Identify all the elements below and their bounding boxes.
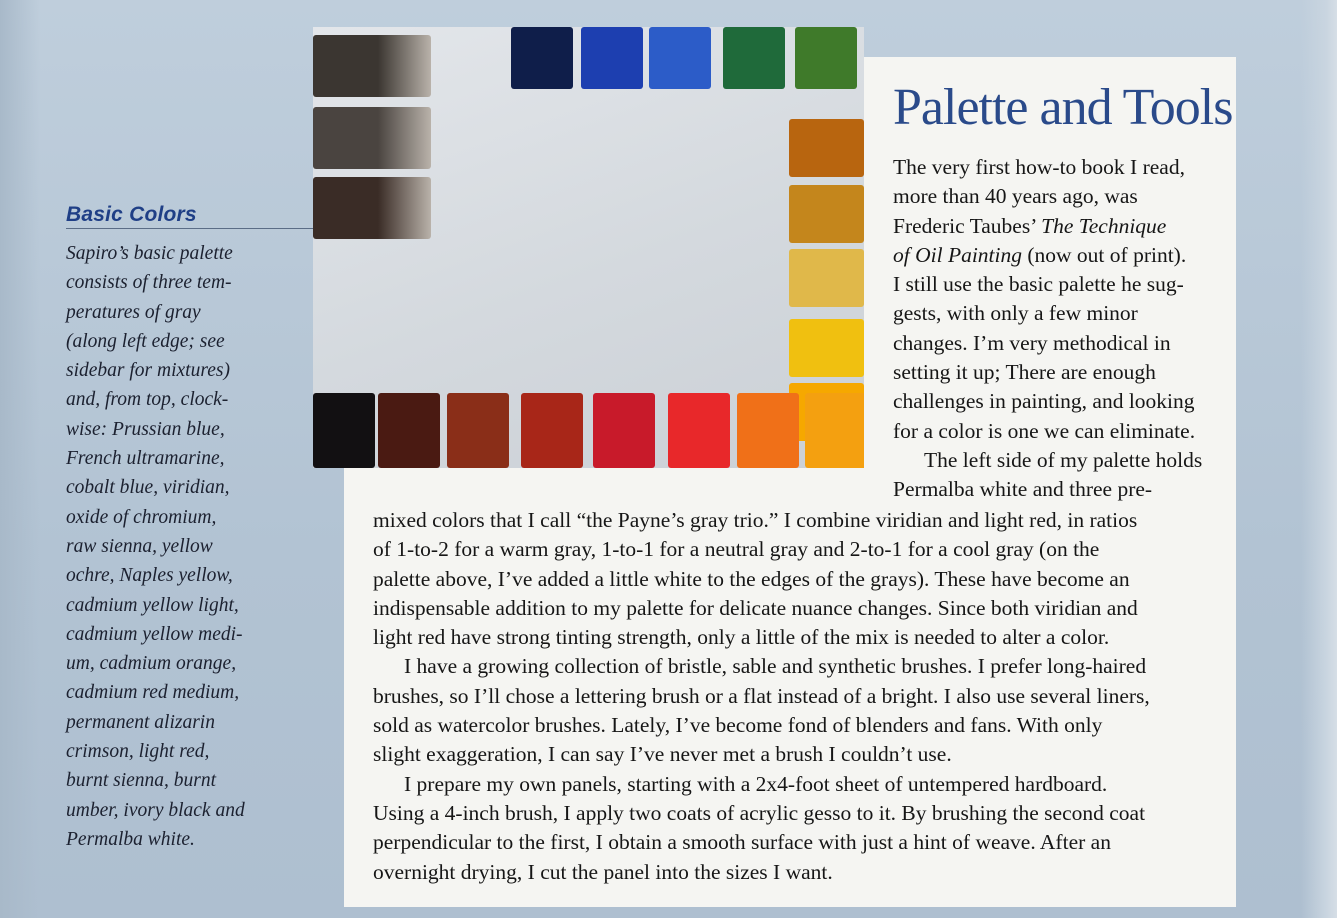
sidebar-line: um, cadmium orange,	[66, 653, 237, 675]
paint-swatch-bottom	[737, 393, 799, 468]
paint-swatch-top	[581, 27, 643, 89]
paint-swatch-top	[723, 27, 785, 89]
article-line: Permalba white and three pre-	[893, 477, 1153, 502]
paint-swatch-top	[795, 27, 857, 89]
article-line: gests, with only a few minor	[893, 301, 1138, 326]
article-line: brushes, so I’ll chose a lettering brush or a flat instead of a bright. I also use several liners,	[373, 683, 1150, 708]
article-line: setting it up; There are enough	[893, 360, 1156, 385]
sidebar-line: cobalt blue, viridian,	[66, 477, 230, 499]
paint-swatch-right	[789, 319, 864, 377]
sidebar-line: permanent alizarin	[66, 711, 215, 733]
page-right-edge	[1301, 0, 1337, 918]
article-line	[893, 241, 1238, 270]
article-line: perpendicular to the first, I obtain a smooth surface with just a hint of weave. After an	[373, 830, 1111, 855]
article-line-text: (now out of print).	[1022, 242, 1187, 267]
article-line: I prepare my own panels, starting with a 2x4-foot sheet of untempered hardboard.	[404, 771, 1108, 796]
sidebar-line: cadmium yellow medi-	[66, 623, 243, 645]
sidebar-line: peratures of gray	[66, 301, 201, 323]
article-line	[893, 212, 1238, 241]
article-line: slight exaggeration, I can say I’ve never met a brush I couldn’t use.	[373, 742, 952, 767]
article-line: The very first how-to book I read,	[893, 155, 1185, 179]
article-title: Palette and Tools	[893, 79, 1233, 136]
article-line: Using a 4-inch brush, I apply two coats of acrylic gesso to it. By brushing the second coat	[373, 800, 1146, 825]
paint-swatch-top	[511, 27, 573, 89]
gray-swatch	[313, 107, 431, 169]
article-line: mixed colors that I call “the Payne’s gray trio.” I combine viridian and light red, in ratios	[373, 508, 1138, 532]
sidebar-line: wise: Prussian blue,	[66, 418, 225, 440]
sidebar-line: French ultramarine,	[66, 448, 225, 470]
sidebar-caption	[66, 239, 316, 854]
sidebar-line: burnt sienna, burnt	[66, 770, 217, 792]
sidebar-basic-colors	[66, 203, 316, 854]
gray-swatch	[313, 35, 431, 97]
paint-swatch-right	[789, 119, 864, 177]
article-line: more than 40 years ago, was	[893, 184, 1138, 209]
sidebar-line: crimson, light red,	[66, 741, 210, 763]
sidebar-line: (along left edge; see	[66, 330, 225, 352]
paint-swatch-top	[649, 27, 711, 89]
sidebar-line: Sapiro’s basic palette	[66, 243, 233, 264]
sidebar-line: cadmium red medium,	[66, 682, 240, 704]
paint-swatch-bottom	[593, 393, 655, 468]
sidebar-title: Basic Colors	[66, 203, 197, 226]
article-line: challenges in painting, and looking	[893, 389, 1195, 414]
palette-photo	[313, 27, 864, 468]
sidebar-line: consists of three tem-	[66, 272, 232, 294]
article-line: light red have strong tinting strength, only a little of the mix is needed to alter a color.	[373, 625, 1110, 650]
sidebar-line: and, from top, clock-	[66, 389, 229, 411]
article-line: I have a growing collection of bristle, sable and synthetic brushes. I prefer long-haired	[404, 654, 1147, 679]
article-line: indispensable addition to my palette for delicate nuance changes. Since both viridian and	[373, 595, 1138, 620]
article-line: The left side of my palette holds	[924, 447, 1203, 472]
paint-swatch-right	[789, 185, 864, 243]
paint-swatch-right	[789, 249, 864, 307]
gray-swatch	[313, 177, 431, 239]
article-line-text: Frederic Taubes’	[893, 213, 1042, 238]
paint-swatch-bottom	[447, 393, 509, 468]
paint-swatch-bottom	[313, 393, 375, 468]
paint-swatch-bottom	[521, 393, 583, 468]
article-full-width-text	[373, 506, 1243, 887]
article-line: overnight drying, I cut the panel into the sizes I want.	[373, 859, 833, 884]
page-gutter-shadow	[0, 0, 40, 918]
article-line: changes. I’m very methodical in	[893, 330, 1171, 355]
sidebar-line: sidebar for mixtures)	[66, 360, 230, 382]
article-line: palette above, I’ve added a little white to the edges of the grays). These have become an	[373, 566, 1130, 591]
sidebar-line: raw sienna, yellow	[66, 535, 213, 557]
paint-swatch-bottom	[805, 393, 864, 468]
sidebar-line: umber, ivory black and	[66, 799, 245, 821]
sidebar-line: ochre, Naples yellow,	[66, 565, 233, 587]
sidebar-line: oxide of chromium,	[66, 506, 217, 528]
article-line: for a color is one we can eliminate.	[893, 418, 1196, 443]
article-line: of 1-to-2 for a warm gray, 1-to-1 for a neutral gray and 2-to-1 for a cool gray (on the	[373, 537, 1100, 562]
sidebar-line: cadmium yellow light,	[66, 594, 239, 616]
article-line: sold as watercolor brushes. Lately, I’ve become fond of blenders and fans. With only	[373, 713, 1103, 738]
article-line: I still use the basic palette he sug-	[893, 272, 1184, 297]
book-title-part1: The Technique	[1041, 213, 1167, 238]
paint-swatch-bottom	[378, 393, 440, 468]
paint-swatch-bottom	[668, 393, 730, 468]
article-column-text	[893, 153, 1238, 505]
sidebar-line: Permalba white.	[66, 828, 195, 850]
book-title-part2: of Oil Painting	[893, 242, 1022, 267]
